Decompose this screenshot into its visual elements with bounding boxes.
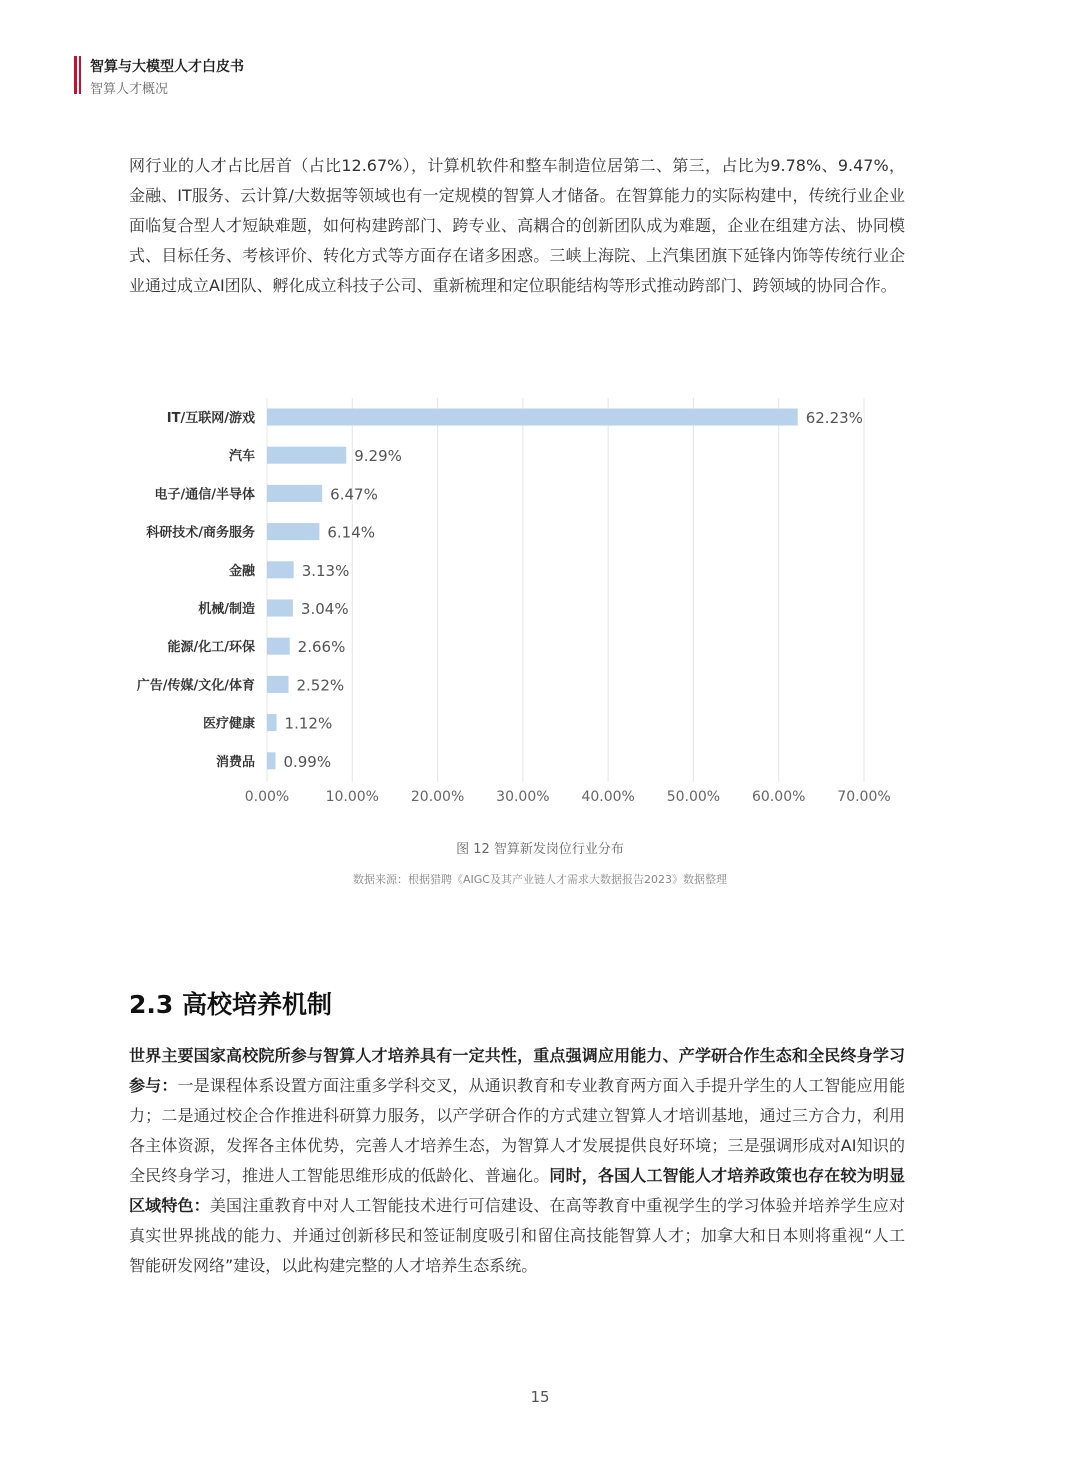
bar [267,638,290,655]
x-tick-label: 50.00% [666,789,721,805]
bar [267,714,277,731]
bar [267,447,346,464]
section-text-2: 美国注重教育中对人工智能技术进行可信建设、在高等教育中重视学生的学习体验并培养学生应对真实世界挑战的能力、并通过创新移民和签证制度吸引和留住高技能智算人才；加拿大和日本则将重视“人工智能研发网络”建设，以此构建完整的人才培养生态系统。 [129,1196,905,1275]
bar [267,409,798,426]
header-accent-bars [74,56,82,94]
data-label: 9.29% [354,447,402,466]
lead-bold-text: 世界主要国家高校院所参与智算人才培养具有一定共性，重点强调应用能力、产学研合作生态和全民终身学习参与： [129,1046,905,1095]
category-label: 消费品 [215,754,255,770]
bar [267,752,275,769]
category-label: 汽车 [228,449,255,465]
category-label: 电子/通信/半导体 [154,487,255,503]
x-tick-label: 10.00% [325,789,379,805]
section-heading: 2.3 高校培养机制 [129,990,332,1019]
bar [267,561,294,578]
data-label: 2.66% [297,638,346,657]
category-label: 金融 [228,563,255,579]
bar [267,485,322,502]
x-tick-label: 40.00% [581,789,635,805]
x-tick-label: 20.00% [410,789,465,805]
x-tick-label: 70.00% [837,789,891,805]
category-label: 机械/制造 [198,602,255,617]
section-paragraph [129,1041,905,1281]
data-label: 6.47% [330,485,378,504]
chapter-title: 智算人才概况 [90,82,169,97]
document-title: 智算与大模型人才白皮书 [90,59,244,75]
header-accent-bar [74,56,77,94]
bar [267,676,288,693]
bar [267,523,319,540]
section-text-1: 一是课程体系设置方面注重多学科交叉，从通识教育和专业教育两方面入手提升学生的人工智能应用能力；二是通过校企合作推进科研算力服务，以产学研合作的方式建立智算人才培训基地，通过三方合力，利用各主体资源，发挥各主体优势，完善人才培养生态，为智算人才发展提供良好环境；三是强调形成对AI知识的全民终身学习，推进人工智能思维形成的低龄化、普遍化。 [129,1076,905,1185]
figure-source: 数据来源：根据猎聘《AIGC及其产业链人才需求大数据报告2023》数据整理 [353,873,727,886]
figure-caption: 图 12 智算新发岗位行业分布 [456,842,624,857]
data-label: 3.04% [300,600,349,618]
x-tick-label: 0.00% [244,789,290,805]
x-tick-label: 30.00% [496,789,550,805]
data-label: 62.23% [805,409,863,427]
bar [267,600,293,617]
bold-text-2: 同时，各国人工智能人才培养政策也存在较为明显区域特色： [129,1166,905,1215]
x-tick-label: 60.00% [752,789,806,805]
page-number: 15 [530,1388,550,1406]
intro-paragraph [129,151,905,301]
category-label: 能源/化工/环保 [167,640,255,656]
data-label: 3.13% [301,561,350,580]
header-accent-bar [79,56,81,94]
data-label: 6.14% [327,523,376,542]
data-label: 2.52% [296,676,345,695]
industry-distribution-chart [110,390,910,815]
category-label: 广告/传媒/文化/体育 [136,678,255,694]
intro-text: 网行业的人才占比居首（占比12.67%），计算机软件和整车制造位居第二、第三，占比为9.78%、9.47%，金融、IT服务、云计算/大数据等领域也有一定规模的智算人才储备。在智算能力的实际构建中，传统行业企业面临复合型人才短缺难题，如何构建跨部门、跨专业、高耦合的创新团队成为难题，企业在组建方法、协同模式、目标任务、考核评价、转化方式等方面存在诸多困惑。三峡上海院、上汽集团旗下延锋内饰等传统行业企业通过成立AI团队、孵化成立科技子公司、重新梳理和定位职能结构等形式推动跨部门、跨领域的协同合作。 [129,156,905,295]
category-label: 医疗健康 [202,716,255,732]
data-label: 0.99% [283,752,332,771]
category-label: IT/互联网/游戏 [166,411,255,426]
data-label: 1.12% [284,714,333,733]
category-label: 科研技术/商务服务 [146,525,255,541]
